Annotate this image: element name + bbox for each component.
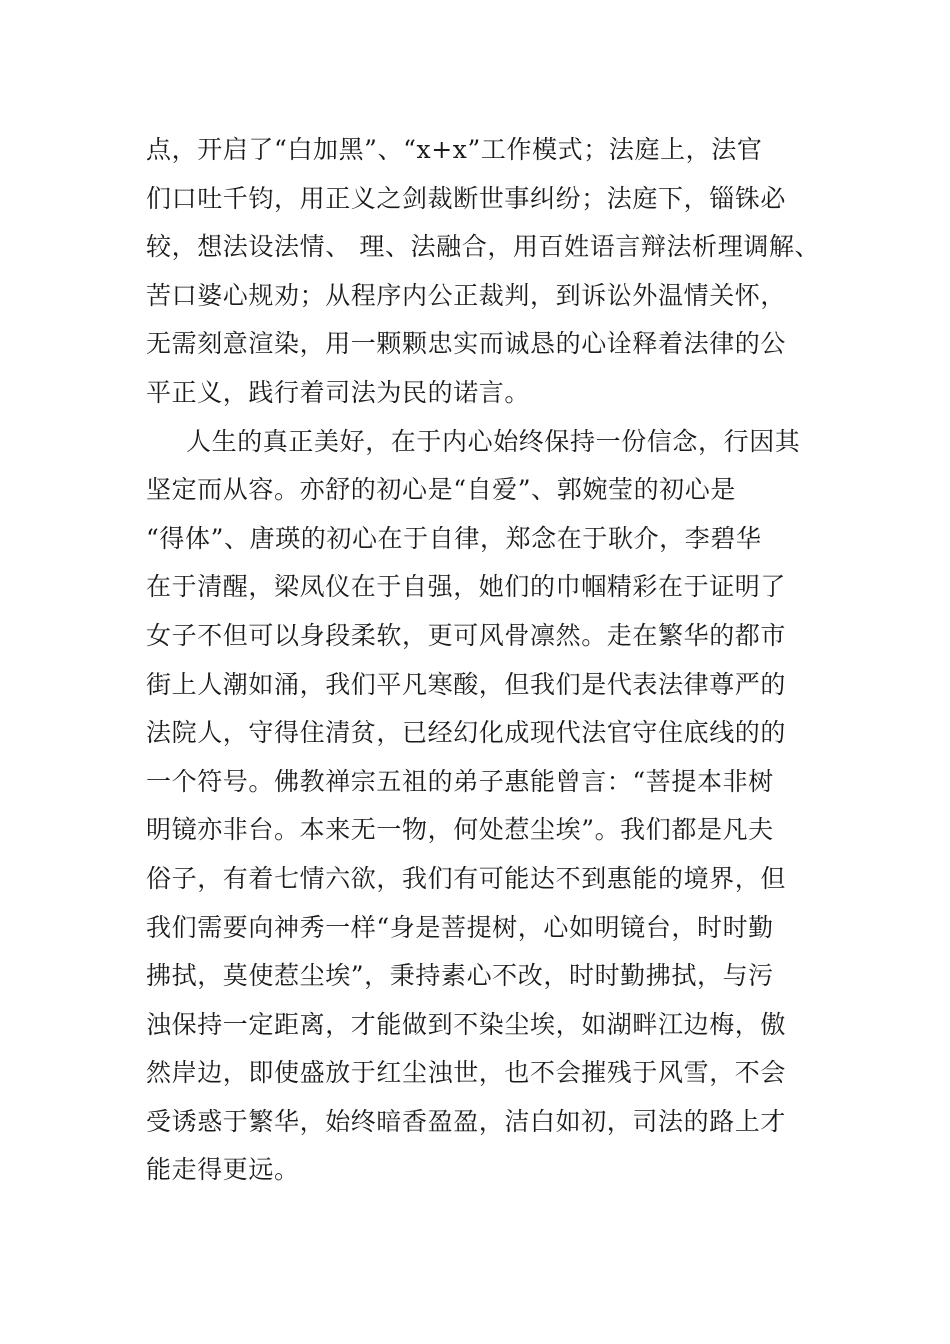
text-line: 苦口婆心规劝；从程序内公正裁判，到诉讼外温情关怀， [146, 280, 787, 310]
text-line: 俗子，有着七情六欲，我们有可能达不到惠能的境界，但 [146, 863, 787, 893]
text-line: 无需刻意渲染，用一颗颗忠实而诚恳的心诠释着法律的公 [146, 329, 787, 359]
text-line: 女子不但可以身段柔软，更可风骨凛然。走在繁华的都市 [146, 620, 787, 650]
paragraph-1 [146, 126, 846, 418]
text-line: 浊保持一定距离，才能做到不染尘埃，如湖畔江边梅，傲 [146, 1009, 787, 1039]
text-line: 受诱惑于繁华，始终暗香盈盈，洁白如初，司法的路上才 [146, 1106, 787, 1136]
text-line: 在于清醒，梁凤仪在于自强，她们的巾帼精彩在于证明了 [146, 572, 787, 602]
text-line: 点，开启了“白加黑”、“x+x”工作模式；法庭上，法官 [146, 135, 763, 164]
text-line: 然岸边，即使盛放于红尘浊世，也不会摧残于风雪，不会 [146, 1058, 787, 1088]
text-line: 能走得更远。 [146, 1155, 300, 1185]
text-line: 明镜亦非台。本来无一物，何处惹尘埃”。我们都是凡夫 [146, 815, 774, 845]
paragraph-2 [146, 418, 846, 1196]
text-line: 一个符号。佛教禅宗五祖的弟子惠能曾言：“菩提本非树 [146, 766, 774, 796]
text-line-indented: 人生的真正美好，在于内心始终保持一份信念，行因其 [186, 426, 801, 456]
text-line: 较，想法设法情、 理、法融合，用百姓语言辩法析理调解、 [146, 232, 821, 262]
text-line: 平正义，践行着司法为民的诺言。 [146, 377, 531, 407]
text-line: 我们需要向神秀一样“身是菩提树，心如明镜台，时时勤 [146, 912, 774, 942]
text-line: 法院人，守得住清贫，已经幻化成现代法官守住底线的的 [146, 718, 787, 748]
text-line: 坚定而从容。亦舒的初心是“自爱”、郭婉莹的初心是 [146, 475, 736, 505]
text-line: 们口吐千钧，用正义之剑裁断世事纠纷；法庭下，锱铢必 [146, 183, 787, 213]
text-line: “得体”、唐瑛的初心在于自律，郑念在于耿介，李碧华 [146, 523, 762, 553]
text-line: 拂拭，莫使惹尘埃”，秉持素心不改，时时勤拂拭，与污 [146, 961, 774, 991]
text-line: 街上人潮如涌，我们平凡寒酸，但我们是代表法律尊严的 [146, 669, 787, 699]
body-text [146, 126, 846, 1195]
